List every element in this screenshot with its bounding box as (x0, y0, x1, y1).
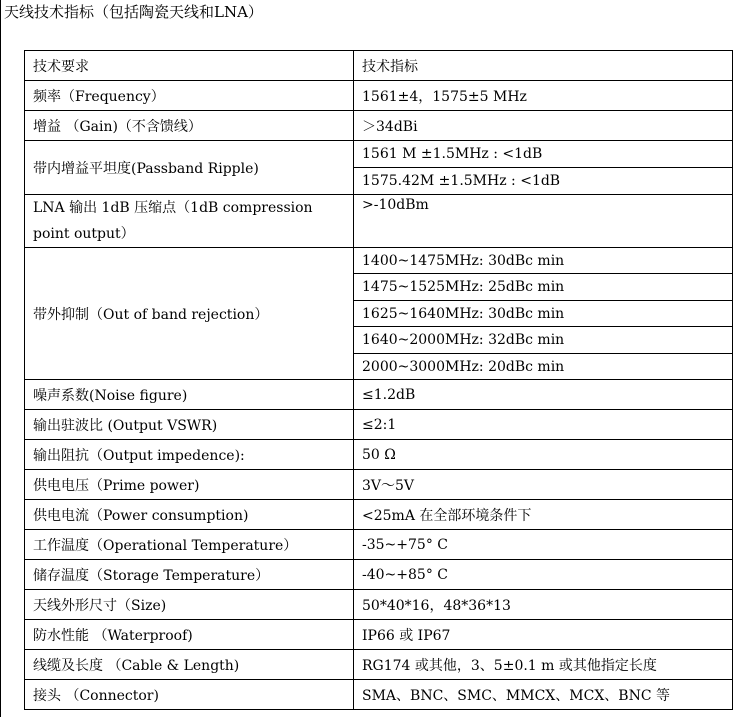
row-value: 1561±4，1575±5 MHz (354, 81, 733, 111)
row-value: 1575.42M ±1.5MHz : <1dB (354, 168, 733, 195)
row-label: 带外抑制（Out of band rejection） (25, 248, 354, 380)
header-spec: 技术指标 (354, 51, 733, 81)
row-value: -40~+85° C (354, 560, 733, 590)
row-label: 增益 （Gain)（不含馈线） (25, 111, 354, 141)
header-requirement: 技术要求 (25, 51, 354, 81)
table-header-row (25, 51, 733, 81)
row-label: 输出驻波比 (Output VSWR) (25, 410, 354, 440)
row-value: >-10dBm (354, 195, 733, 248)
row-value: 50 Ω (354, 440, 733, 470)
row-label: 接头 （Connector) (25, 680, 354, 710)
row-value: SMA、BNC、SMC、MMCX、MCX、BNC 等 (354, 680, 733, 710)
table-row (25, 590, 733, 620)
table-row (25, 470, 733, 500)
row-value: 1561 M ±1.5MHz : <1dB (354, 141, 733, 168)
page-title: 天线技术指标（包括陶瓷天线和LNA） (4, 3, 263, 21)
table-row (25, 530, 733, 560)
row-value: 1640~2000MHz: 32dBc min (354, 327, 733, 354)
row-label: 线缆及长度 （Cable & Length) (25, 650, 354, 680)
table-row (25, 680, 733, 710)
table-row (25, 650, 733, 680)
row-label: LNA 输出 1dB 压缩点（1dB compression point output） (25, 195, 354, 248)
table-row (25, 560, 733, 590)
table-row (25, 111, 733, 141)
row-value: IP66 或 IP67 (354, 620, 733, 650)
row-label: 防水性能 （Waterproof) (25, 620, 354, 650)
row-label: 噪声系数(Noise figure) (25, 380, 354, 410)
table-row (25, 440, 733, 470)
left-border-line (0, 0, 1, 717)
spec-table (24, 50, 733, 710)
row-value: 1475~1525MHz: 25dBc min (354, 274, 733, 301)
table-row (25, 141, 733, 168)
row-label: 供电电流（Power consumption) (25, 500, 354, 530)
row-label: 储存温度（Storage Temperature） (25, 560, 354, 590)
row-label: 频率（Frequency） (25, 81, 354, 111)
row-value: ≤2:1 (354, 410, 733, 440)
row-value: <25mA 在全部环境条件下 (354, 500, 733, 530)
row-value: RG174 或其他，3、5±0.1 m 或其他指定长度 (354, 650, 733, 680)
table-row (25, 380, 733, 410)
table-row (25, 195, 733, 248)
row-value: 50*40*16，48*36*13 (354, 590, 733, 620)
row-value: 1400~1475MHz: 30dBc min (354, 248, 733, 274)
row-value: -35~+75° C (354, 530, 733, 560)
row-value: 1625~1640MHz: 30dBc min (354, 301, 733, 327)
row-label: 天线外形尺寸（Size) (25, 590, 354, 620)
row-label: 工作温度（Operational Temperature） (25, 530, 354, 560)
table-row (25, 81, 733, 111)
row-label: 带内增益平坦度(Passband Ripple) (25, 141, 354, 195)
row-label: 输出阻抗（Output impedence): (25, 440, 354, 470)
row-value: 3V～5V (354, 470, 733, 500)
table-row (25, 620, 733, 650)
row-value: ＞34dBi (354, 111, 733, 141)
table-row (25, 410, 733, 440)
row-label: 供电电压（Prime power) (25, 470, 354, 500)
row-value: 2000~3000MHz: 20dBc min (354, 354, 733, 380)
table-row (25, 248, 733, 274)
row-value: ≤1.2dB (354, 380, 733, 410)
table-row (25, 500, 733, 530)
